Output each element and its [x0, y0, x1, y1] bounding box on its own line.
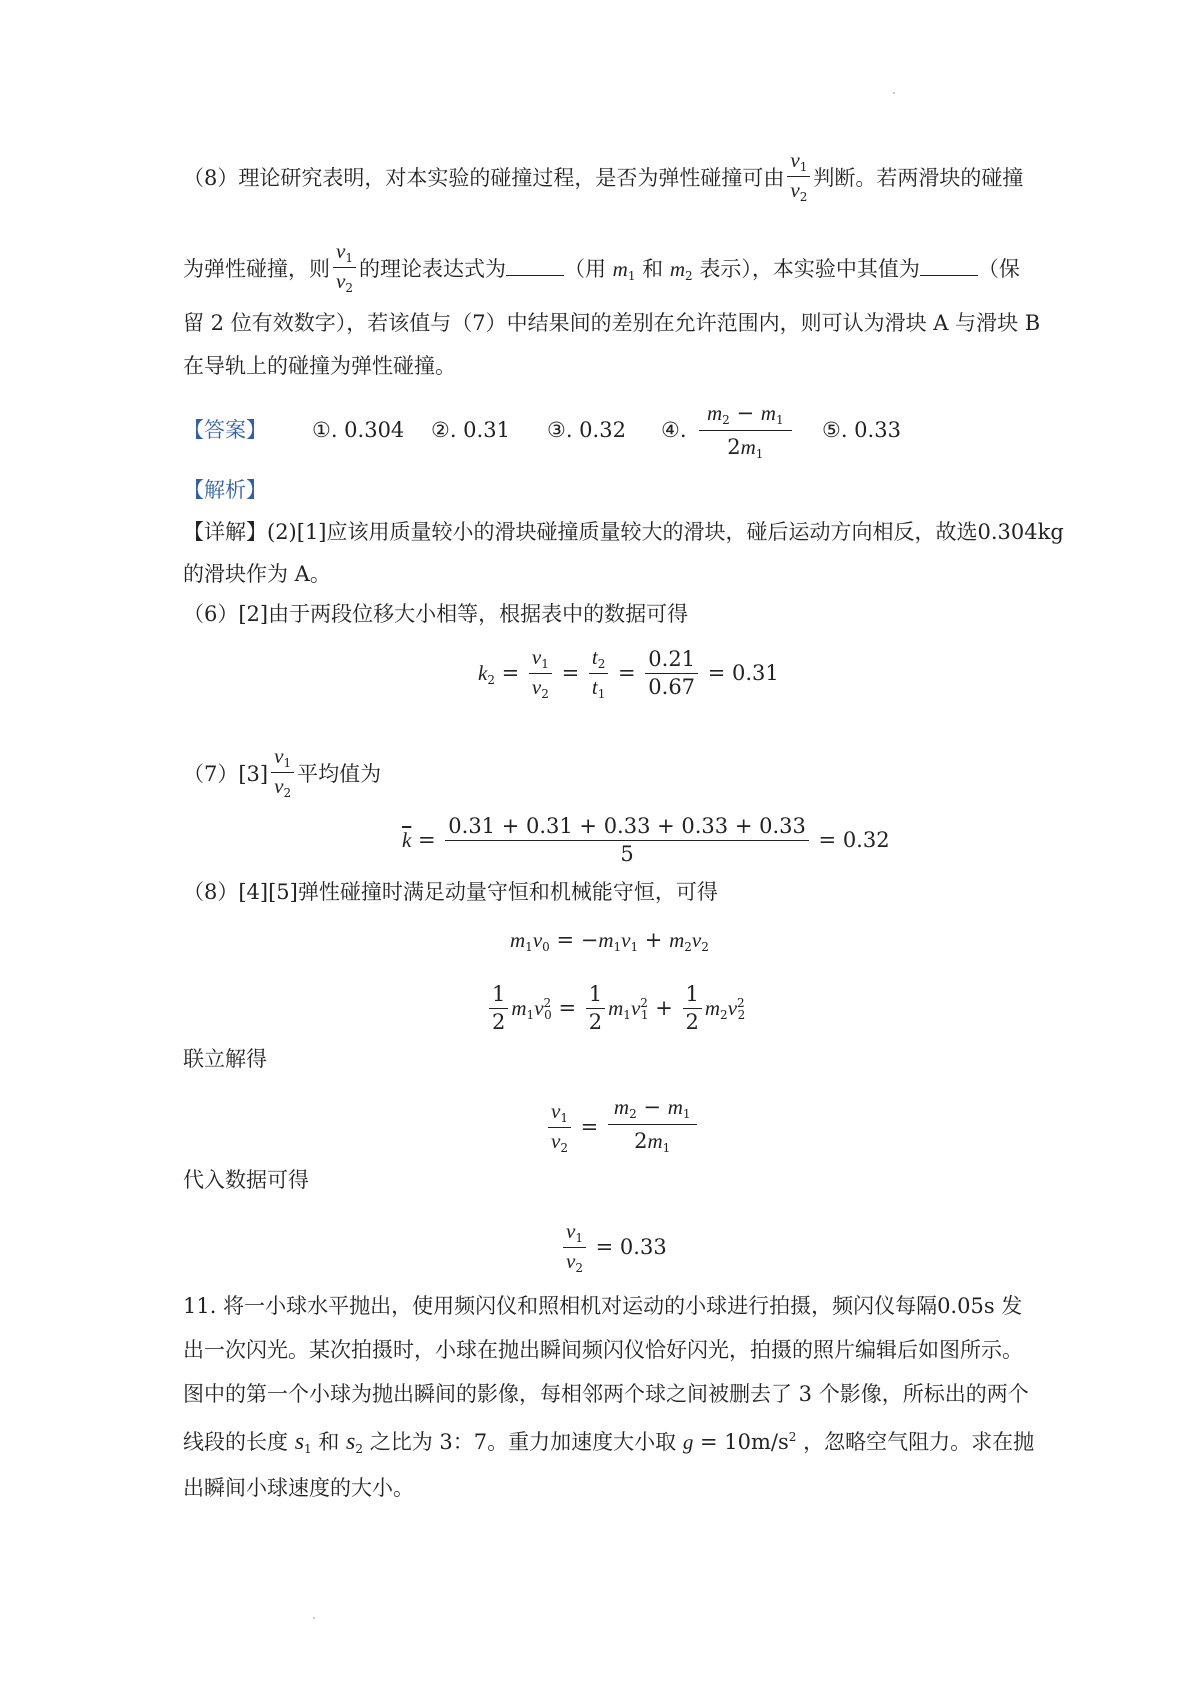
answer-label: 【答案】: [183, 418, 267, 442]
eq6-result: = 0.33: [595, 1235, 667, 1259]
q11-text-4b: 和: [318, 1430, 340, 1454]
detail-text-4b: 平均值为: [297, 762, 382, 786]
answer-4-fraction: $\frac{m_2 - m_1}{2m_1}$: [696, 403, 795, 460]
q8-text-2f: （保: [977, 257, 1020, 281]
answer-4-label: ④.: [661, 418, 687, 442]
equation-momentum: $m_1v_0 = -m_1v_1 + m_2v_2$: [510, 928, 709, 954]
q8-line-2: 为弹性碰撞，则 $\frac{v_1}{v_2}$ 的理论表达式为 （用 $m_1$ 和 $m_2$ 表示），本实验中其值为 （保: [183, 239, 1020, 295]
answer-blank: [920, 259, 978, 276]
answer-2: ②. 0.31: [431, 418, 510, 442]
equation-k-bar: $\overline{k}$ = $\frac{0.31 + 0.31 + 0.33 + 0.33 + 0.33}{5}$ = 0.32: [402, 814, 890, 866]
eq2-result: = 0.32: [818, 828, 890, 852]
fraction-v1-v2: $\frac{v_1}{v_2}$: [787, 150, 810, 203]
answer-blank: [506, 259, 564, 276]
q11-text-4c: 之比为 3：7。重力加速度大小取: [369, 1430, 677, 1454]
q8-text-2c: （用: [563, 257, 606, 281]
detail-text-4a: （7）[3]: [183, 762, 269, 786]
detail-line-3: （6）[2]由于两段位移大小相等，根据表中的数据可得: [183, 602, 689, 626]
detail-line-1: [183, 522, 1064, 543]
equation-energy: $\frac{1}{2}$ $m_1v^2_0$ = $\frac{1}{2}$ $m_1v^2_1$ + $\frac{1}{2}$ $m_2v^2_2$: [486, 984, 745, 1033]
q8-text-2a: 为弹性碰撞，则: [183, 257, 330, 281]
q11-text-4a: 线段的长度: [183, 1430, 288, 1454]
eq2-numerator: 0.31 + 0.31 + 0.33 + 0.33 + 0.33: [445, 816, 809, 841]
answer-3: ③. 0.32: [547, 418, 626, 442]
q11-text-4d: ，忽略空气阻力。求在抛: [803, 1430, 1035, 1454]
detail-line-6: 联立解得: [183, 1047, 267, 1071]
q8-line-1: [183, 150, 1023, 203]
detail-line-4: [183, 746, 381, 799]
q8-line-4: 在导轨上的碰撞为弹性碰撞。: [183, 354, 456, 378]
q11-line-2: 出一次闪光。某次拍摄时，小球在抛出瞬间频闪仪恰好闪光，拍摄的照片编辑后如图所示。: [183, 1338, 1023, 1362]
equation-k2: $k_2$ = $\frac{v_1}{v_2}$ = $\frac{t_2}{t_1}$ = $\frac{0.21}{0.67}$ = 0.31: [478, 645, 779, 701]
q8-text-2d: 和: [642, 257, 664, 281]
detail-label: 【详解】: [183, 520, 267, 544]
answer-row: [183, 420, 267, 441]
equation-result: $\frac{v_1}{v_2}$ = 0.33: [560, 1221, 667, 1274]
eq1-numerator: 0.21: [645, 649, 698, 674]
q8-text-1a: （8）理论研究表明，对本实验的碰撞过程，是否为弹性碰撞可由: [183, 166, 785, 190]
q8-line-3: 留 2 位有效数字），若该值与（7）中结果间的差别在允许范围内，则可认为滑块 A 与滑块 B: [183, 311, 1041, 335]
scan-speck: [893, 92, 895, 94]
fraction-v1-v2: $\frac{v_1}{v_2}$: [333, 241, 356, 294]
equation-ratio: $\frac{v_1}{v_2}$ = $\frac{m_2 - m_1}{2m_1}$: [545, 1097, 700, 1154]
q11-line-3: 图中的第一个小球为抛出瞬间的影像，每相邻两个球之间被删去了 3 个影像，所标出的两个: [183, 1382, 1029, 1406]
q11-line-1: 11. 将一小球水平抛出，使用频闪仪和照相机对运动的小球进行拍摄，频闪仪每隔0.05s 发: [183, 1294, 1023, 1318]
scan-speck: [313, 1617, 315, 1619]
q8-text-1b: 判断。若两滑块的碰撞: [813, 166, 1024, 190]
eq2-denominator: 5: [620, 842, 634, 866]
q11-line-5: 出瞬间小球速度的大小。: [183, 1476, 414, 1500]
detail-line-5: （8）[4][5]弹性碰撞时满足动量守恒和机械能守恒，可得: [183, 880, 718, 904]
q11-line-4: 线段的长度 $s_1$ 和 $s_2$ 之比为 3：7。重力加速度大小取 $g = 10m/s^2$ ，忽略空气阻力。求在抛: [183, 1429, 1035, 1456]
detail-line-7: 代入数据可得: [183, 1168, 309, 1192]
detail-line-2: 的滑块作为 A。: [183, 562, 331, 586]
analysis-label: 【解析】: [183, 478, 267, 502]
q8-text-2e: 表示），本实验中其值为: [699, 257, 920, 281]
detail-text-1: (2)[1]应该用质量较小的滑块碰撞质量较大的滑块，碰后运动方向相反，故选0.304kg: [267, 520, 1064, 544]
answer-5: ⑤. 0.33: [822, 418, 901, 442]
eq1-denominator: 0.67: [648, 675, 696, 699]
eq1-result: = 0.31: [707, 661, 779, 685]
answer-1: ①. 0.304: [312, 418, 405, 442]
q8-text-2b: 的理论表达式为: [358, 257, 506, 281]
fraction-v1-v2: $\frac{v_1}{v_2}$: [271, 746, 294, 799]
